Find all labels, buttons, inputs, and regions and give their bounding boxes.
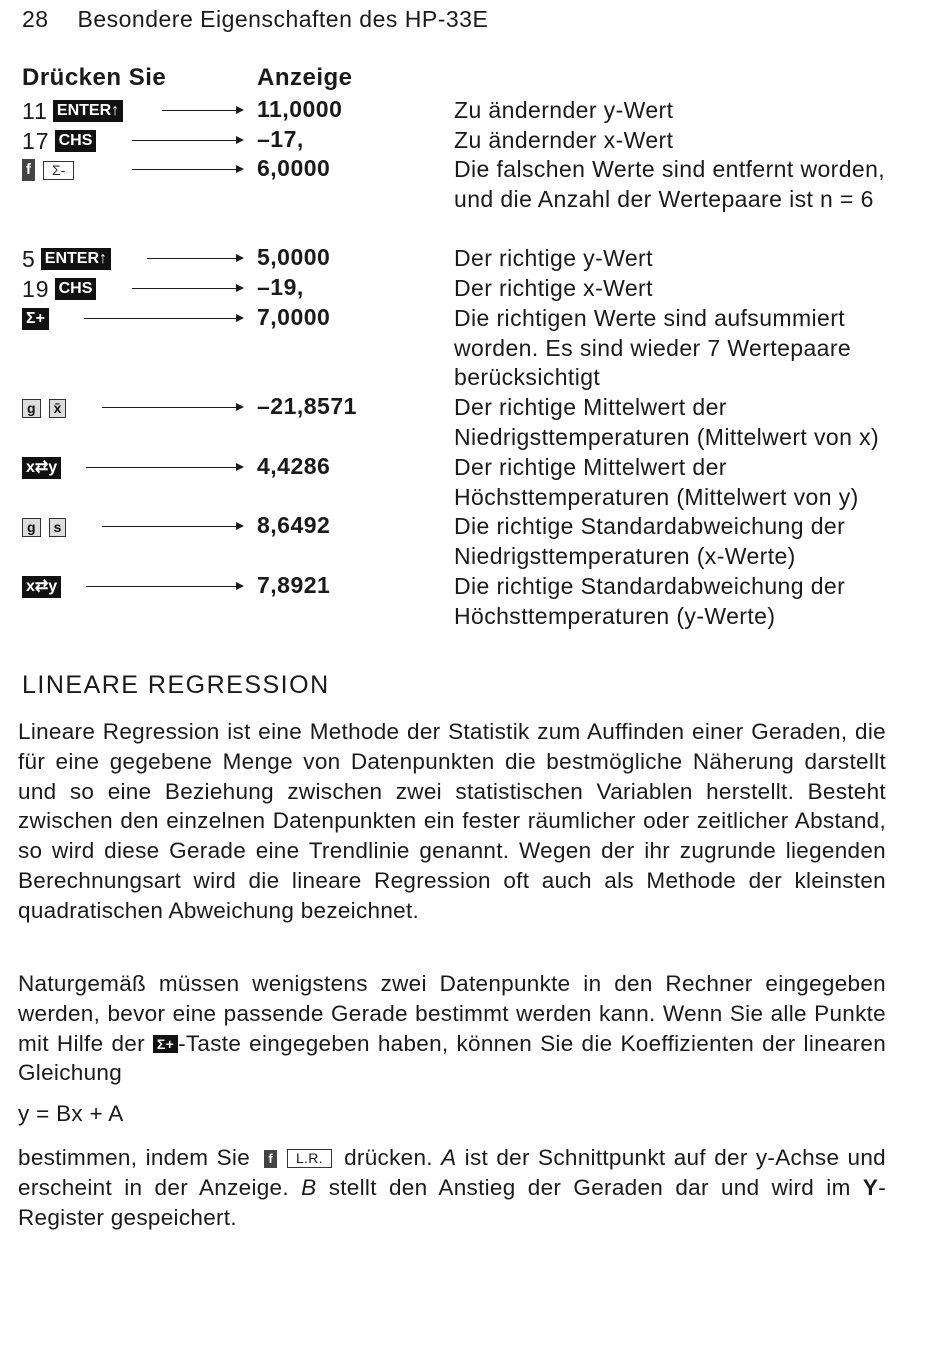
enter-key: ENTER↑ (53, 100, 123, 122)
display-value: –21,8571 (257, 393, 357, 419)
page-header (22, 6, 488, 33)
display-value: 4,4286 (257, 453, 331, 479)
arrow-icon (86, 586, 242, 587)
key-sequence (22, 155, 78, 185)
row-description: Zu ändernder x-Wert (454, 127, 674, 153)
arrow-icon (132, 140, 242, 141)
arrow-icon (102, 526, 242, 527)
chs-key: CHS (55, 130, 97, 152)
key-sequence (22, 126, 100, 156)
display-value: 11,0000 (257, 96, 343, 122)
variable-b: B (301, 1174, 317, 1200)
key-sequence (22, 572, 65, 602)
row-description: Der richtige y-Wert (454, 245, 653, 271)
f-key: f (22, 159, 35, 181)
paragraph-text: bestimmen, indem Sie (18, 1145, 259, 1170)
column-header-display: Anzeige (257, 64, 353, 91)
entered-number: 19 (22, 275, 50, 302)
paragraph-text: ist der Schnittpunkt auf der y-Achse und erscheint in der Anzeige. (18, 1145, 886, 1200)
variable-a: A (441, 1145, 457, 1170)
display-value: 7,0000 (257, 304, 331, 330)
std-dev-key: s (49, 518, 67, 537)
key-sequence (22, 393, 74, 423)
display-value: 7,8921 (257, 572, 331, 598)
enter-key: ENTER↑ (41, 248, 111, 270)
x-exchange-y-key: x⇄y (22, 457, 61, 479)
sigma-minus-key: Σ- (43, 161, 74, 180)
paragraph-text: -Register gespeichert. (18, 1174, 886, 1230)
arrow-icon (162, 110, 242, 111)
row-description: Der richtige Mittelwert der Niedrigsttemperaturen (Mittelwert von x) (454, 394, 880, 450)
g-key: g (22, 518, 41, 537)
paragraph-text: -Taste eingegeben haben, können Sie die Koeffizienten der linearen Gleichung (18, 1030, 887, 1086)
register-y: Y (862, 1174, 879, 1200)
paragraph-data-points (18, 969, 886, 1088)
display-value: 6,0000 (257, 155, 331, 181)
paragraph-intro: Lineare Regression ist eine Methode der Statistik zum Auffinden einer Geraden, die für eine gegebene Menge von Datenpunkten die bestmögliche Näherung darstellt und so eine Beziehung zwischen zwei statistischen Variablen herstellt. Besteht zwischen den einzelnen Datenpunkten ein fester räumlicher oder zeitlicher Abstand, so wird diese Gerade eine Trendlinie genannt. Wegen der ihr zugrunde liegenden Berechnungsart wird die lineare Regression oft auch als Methode der kleinsten quadratischen Abweichung bezeichnet. (18, 719, 886, 923)
paragraph-coefficients (18, 1143, 886, 1232)
sigma-plus-key: Σ+ (22, 308, 49, 330)
column-header-press: Drücken Sie (22, 64, 167, 91)
key-sequence (22, 96, 127, 126)
page-number: 28 (22, 6, 49, 32)
page-header-title: Besondere Eigenschaften des HP-33E (77, 6, 489, 32)
arrow-icon (132, 169, 242, 170)
row-description: Die richtige Standardabweichung der Niedrigsttemperaturen (x-Werte) (454, 513, 846, 569)
display-value: –19, (257, 274, 304, 300)
key-sequence (22, 274, 100, 304)
arrow-icon (86, 467, 242, 468)
row-description: Die richtige Standardabweichung der Höchsttemperaturen (y-Werte) (454, 573, 846, 629)
arrow-icon (147, 258, 242, 259)
sigma-plus-key: Σ+ (153, 1035, 178, 1053)
arrow-icon (132, 288, 242, 289)
linear-regression-key: L.R. (287, 1149, 332, 1168)
display-value: 5,0000 (257, 244, 331, 270)
paragraph-text: stellt den Anstieg der Geraden dar und wird im (316, 1174, 863, 1200)
row-description: Die falschen Werte sind entfernt worden, und die Anzahl der Wertepaare ist n = 6 (454, 156, 886, 212)
display-value: 8,6492 (257, 512, 331, 538)
entered-number: 11 (22, 97, 48, 124)
paragraph-text: drücken. (335, 1145, 442, 1170)
g-key: g (22, 399, 41, 418)
arrow-icon (102, 407, 242, 408)
section-title: LINEARE REGRESSION (22, 671, 330, 699)
row-description: Der richtige x-Wert (454, 275, 653, 301)
row-description: Zu ändernder y-Wert (454, 97, 674, 123)
chs-key: CHS (55, 278, 97, 300)
x-exchange-y-key: x⇄y (22, 576, 61, 598)
display-value: –17, (257, 126, 304, 152)
row-description: Der richtige Mittelwert der Höchsttemperaturen (Mittelwert von y) (454, 454, 859, 510)
entered-number: 5 (22, 245, 36, 272)
key-sequence (22, 453, 65, 483)
entered-number: 17 (22, 127, 50, 154)
key-sequence (22, 244, 115, 274)
equation: y = Bx + A (18, 1101, 124, 1126)
mean-key: x̄ (49, 399, 67, 418)
paragraph-text: Naturgemäß müssen wenigstens zwei Datenpunkte in den Rechner eingegeben werden, bevor eine passende Gerade bestimmt werden kann. Wenn Sie alle Punkte mit Hilfe der (18, 971, 886, 1056)
arrow-icon (84, 318, 242, 319)
f-key: f (264, 1150, 277, 1168)
key-sequence (22, 304, 53, 334)
row-description: Die richtigen Werte sind aufsummiert worden. Es sind wieder 7 Wertepaare berücksichtigt (454, 305, 852, 391)
key-sequence (22, 512, 74, 542)
